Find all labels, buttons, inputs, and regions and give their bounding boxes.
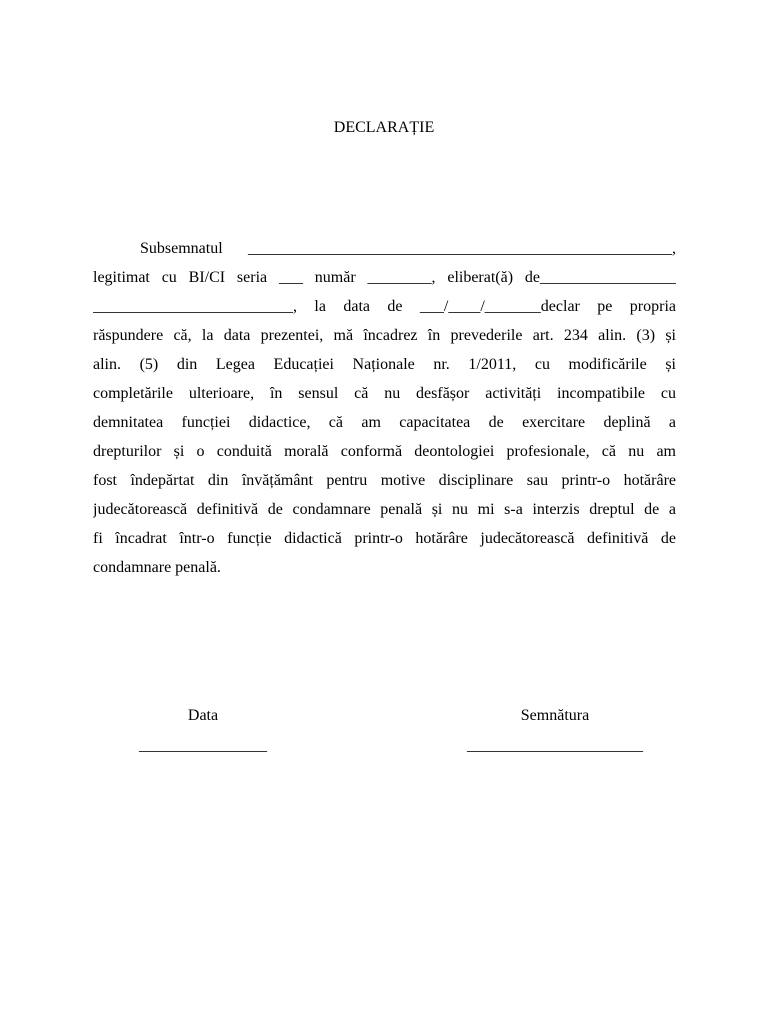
body-line: fi încadrat într-o funcție didactică printr-o hotărâre judecătorească definitivă de bbox=[93, 530, 676, 547]
body-line: _________________________, la data de ___/____/_______declar pe propria bbox=[93, 298, 676, 315]
body-line: condamnare penală. bbox=[93, 559, 221, 576]
declaration-body bbox=[93, 234, 676, 582]
date-blank-line: ________________ bbox=[139, 737, 267, 754]
body-line: alin. (5) din Legea Educației Naționale nr. 1/2011, cu modificările și bbox=[93, 356, 676, 373]
body-line: demnitatea funcției didactice, că am capacitatea de exercitare deplină a bbox=[93, 414, 676, 431]
body-line: fost îndepărtat din învățământ pentru motive disciplinare sau printr-o hotărâre bbox=[93, 472, 676, 489]
body-line: Subsemnatul _____________________________________________________, bbox=[140, 240, 676, 257]
body-line: legitimat cu BI/CI seria ___ număr ________, eliberat(ă) de_________________ bbox=[93, 269, 676, 286]
body-line: completările ulterioare, în sensul că nu desfășor activități incompatibile cu bbox=[93, 385, 676, 402]
body-line: răspundere că, la data prezentei, mă încadrez în prevederile art. 234 alin. (3) și bbox=[93, 327, 676, 344]
body-line: drepturilor și o conduită morală conformă deontologiei profesionale, că nu am bbox=[93, 443, 676, 460]
body-line: judecătorească definitivă de condamnare penală și nu mi s-a interzis dreptul de a bbox=[93, 501, 676, 518]
signature-label: Semnătura bbox=[520, 707, 590, 724]
date-label: Data bbox=[187, 707, 219, 724]
signature-blank-line: ______________________ bbox=[467, 737, 643, 754]
document-title: DECLARAȚIE bbox=[333, 119, 435, 136]
